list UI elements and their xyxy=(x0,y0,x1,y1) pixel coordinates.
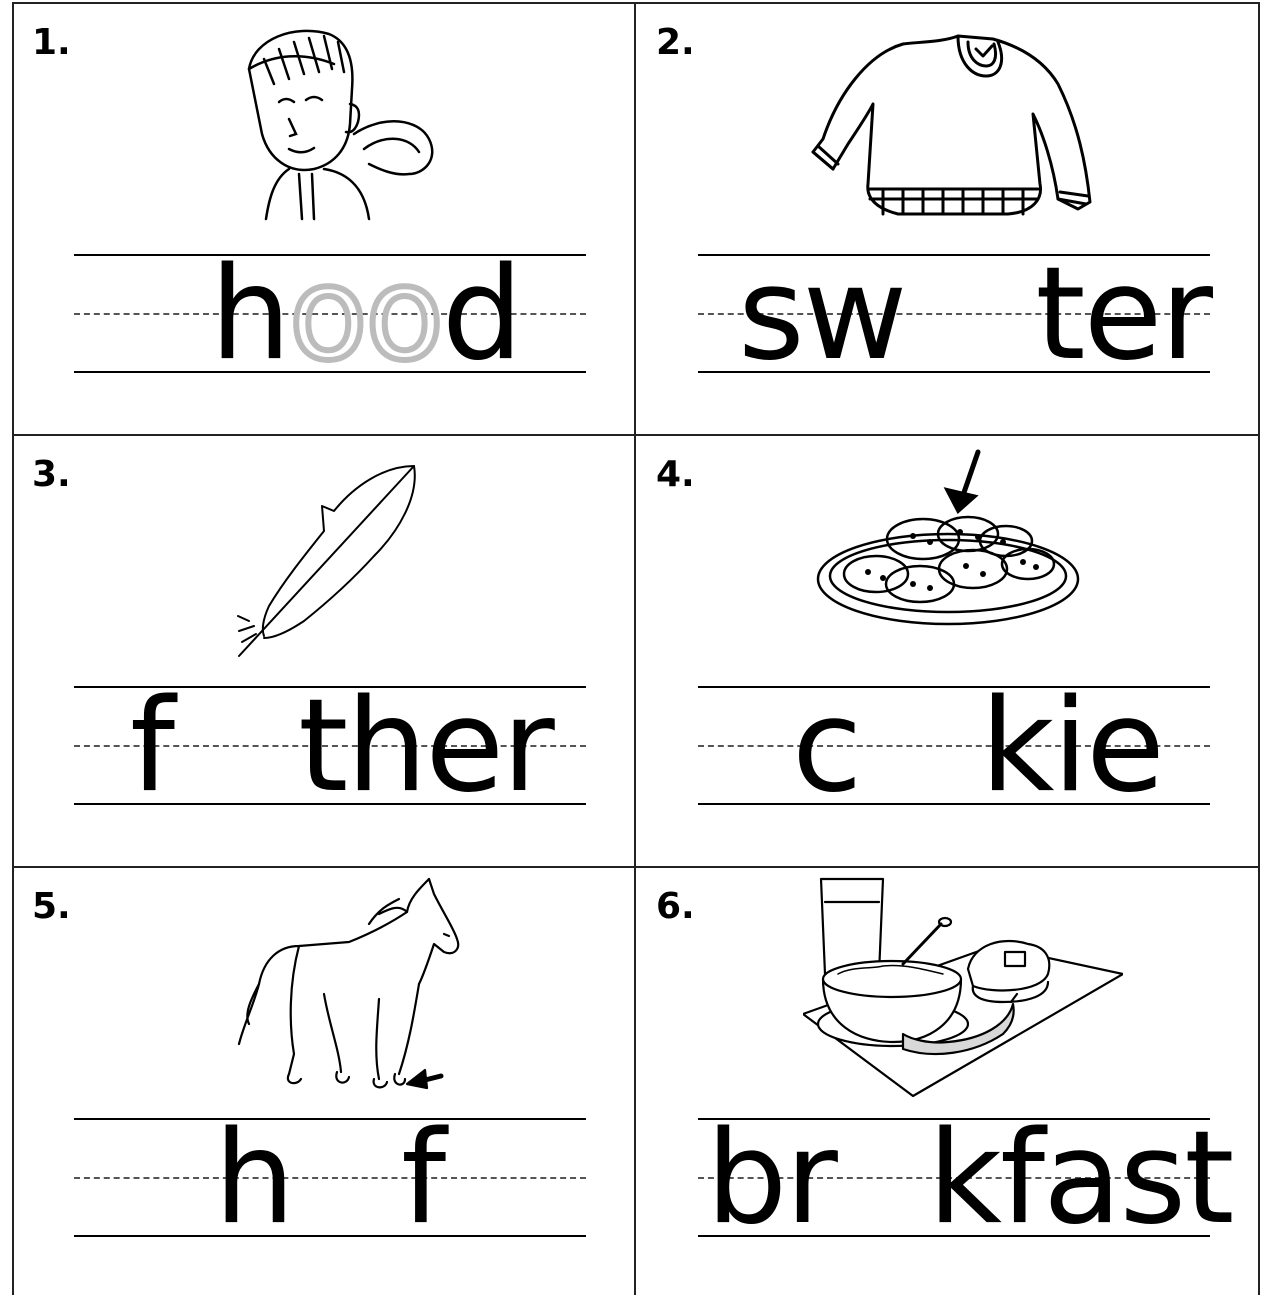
breakfast-picture xyxy=(803,874,1123,1099)
exercise-number: 3. xyxy=(32,454,71,495)
column-divider xyxy=(634,2,636,1295)
feather-picture xyxy=(234,456,434,666)
exercise-2 xyxy=(638,4,1258,434)
word-part-start: sw xyxy=(738,240,906,389)
exercise-number: 2. xyxy=(656,22,695,63)
exercise-number: 6. xyxy=(656,886,695,927)
word-part-end: ther xyxy=(298,672,553,821)
word-part-end: kie xyxy=(980,672,1163,821)
boy-in-hood-picture xyxy=(234,24,454,224)
word-feather xyxy=(130,672,553,821)
word-part-start: c xyxy=(792,672,861,821)
word-part-end: kfast xyxy=(927,1104,1233,1253)
cookies-picture xyxy=(808,444,1088,634)
word-hood xyxy=(210,240,521,389)
word-cookie xyxy=(792,672,1163,821)
exercise-6 xyxy=(638,868,1258,1298)
word-hoof xyxy=(214,1104,445,1253)
exercise-number: 1. xyxy=(32,22,71,63)
horse-picture xyxy=(229,874,469,1099)
exercise-number: 4. xyxy=(656,454,695,495)
word-sweater xyxy=(738,240,1211,389)
exercise-3 xyxy=(14,436,634,866)
exercise-1 xyxy=(14,4,634,434)
exercise-number: 5. xyxy=(32,886,71,927)
word-part-start: h xyxy=(214,1104,294,1253)
sweater-picture xyxy=(808,24,1098,229)
word-part-start: br xyxy=(706,1104,836,1253)
word-part-start: f xyxy=(130,672,174,821)
word-part-start: h xyxy=(210,240,290,389)
word-breakfast xyxy=(706,1104,1233,1253)
tracing-letters: oo xyxy=(289,240,442,389)
word-part-end: ter xyxy=(1035,240,1211,389)
exercise-4 xyxy=(638,436,1258,866)
exercise-5 xyxy=(14,868,634,1298)
word-part-end: d xyxy=(441,240,521,389)
word-part-end: f xyxy=(401,1104,445,1253)
